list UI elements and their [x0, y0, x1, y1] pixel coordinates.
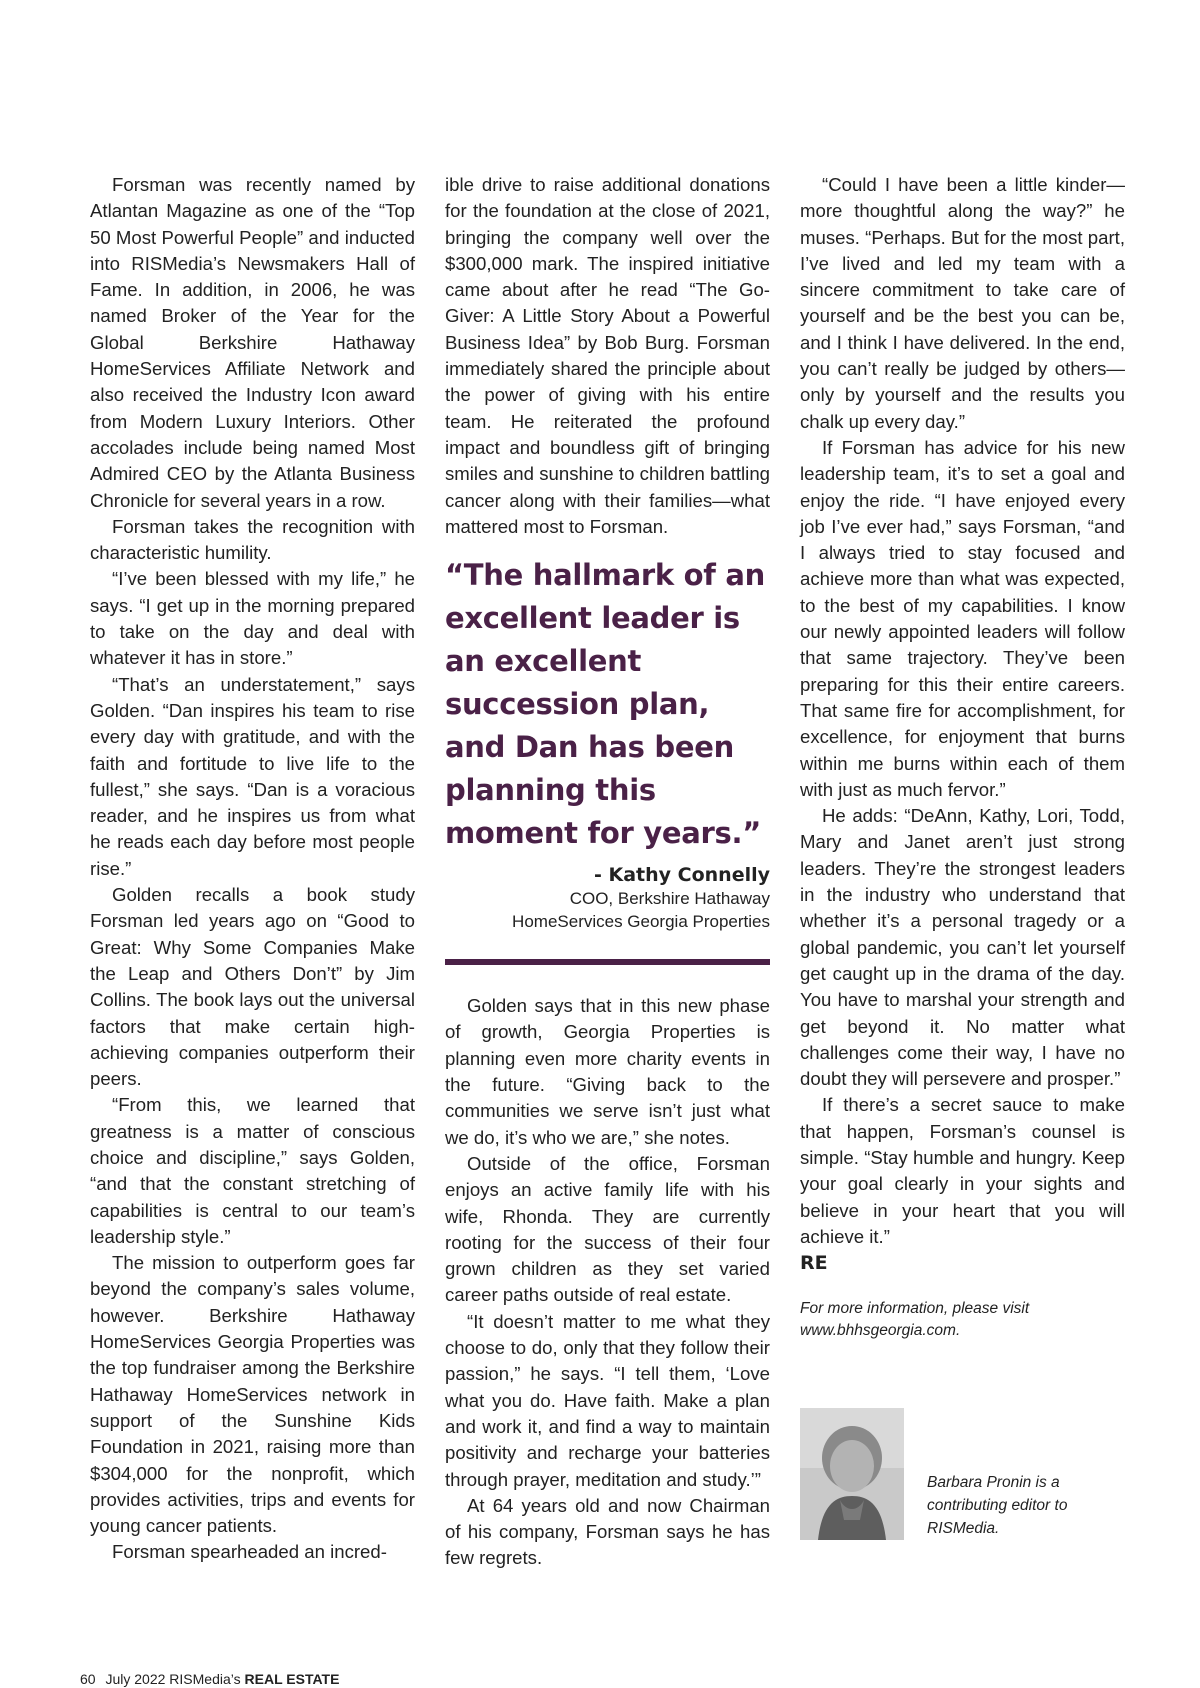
paragraph: “It doesn’t matter to me what they choose to do, only that they follow their passion,” he says. “I tell them, ‘Love what you do. Have faith. Make a plan and work it, and find a way to maintain positivity and recharge your batteries through prayer, meditation and study.’”	[445, 1310, 770, 1490]
paragraph: Golden says that in this new phase of growth, Georgia Properties is planning even more charity events in the future. “Giving back to the communities we serve isn’t just what we do, it’s who we are,” she notes.	[445, 995, 770, 1148]
page-footer	[80, 1670, 339, 1688]
author-bio: Barbara Pronin is a contributing editor to RISMedia.	[927, 1474, 1068, 1538]
page-number: 60	[80, 1671, 96, 1687]
paragraph: “I’ve been blessed with my life,” he says. “I get up in the morning prepared to take on the day and deal with whatever it has in store.”	[90, 568, 415, 669]
more-info-note: For more information, please visit www.bhhsgeorgia.com.	[800, 1300, 1030, 1340]
article-column-3	[800, 172, 1125, 1540]
paragraph: If Forsman has advice for his new leadership team, it’s to set a goal and enjoy the ride. “I have enjoyed every job I’ve ever had,” says Forsman, “and I always tried to stay focused and achieve more than what was expected, to the best of my capabilities. I know our newly appointed leaders will follow that same trajectory. They’ve been preparing for this their entire careers. That same fire for accomplishment, for excellence, for enjoyment that burns within me burns within each of them with just as much fervor.”	[800, 436, 1125, 800]
pull-quote-author-title: COO, Berkshire Hathaway	[569, 889, 770, 909]
publication-prefix: RISMedia’s	[169, 1671, 241, 1687]
pull-quote: “The hallmark of an excellent leader is an excellent succession plan, and Dan has been planning this moment for years.”	[445, 558, 765, 851]
author-portrait-image	[800, 1408, 904, 1540]
paragraph: “From this, we learned that greatness is a matter of conscious choice and discipline,” says Golden, “and that the constant stretching of capabilities is central to our team’s leadership style.”	[90, 1094, 415, 1247]
pull-quote-author-company: HomeServices Georgia Properties	[512, 912, 770, 932]
paragraph: The mission to outperform goes far beyond the company’s sales volume, however. Berkshire Hathaway HomeServices Georgia Properties was the top fundraiser among the Berkshire Hathaway HomeServices network in support of the Sunshine Kids Foundation in 2021, raising more than $304,000 for the nonprofit, which provides activities, trips and events for young cancer patients.	[90, 1252, 415, 1537]
paragraph-continued: ible drive to raise additional donations for the foundation at the close of 2021, bringing the company well over the $300,000 mark. The inspired initiative came about after he read “The Go-Giver: A Little Story About a Powerful Business Idea” by Bob Burg. Forsman immediately shared the principle about the power of giving with his entire team. He reiterated the profound impact and boundless gift of bringing smiles and sunshine to children battling cancer along with their families—what mattered most to Forsman.	[445, 174, 770, 537]
article-column-2	[445, 172, 770, 1572]
author-box	[800, 1408, 1125, 1540]
author-photo	[800, 1408, 904, 1540]
article-signoff: RE	[800, 1252, 828, 1275]
pull-quote-attribution	[445, 863, 770, 933]
paragraph: “Could I have been a little kinder—more thoughtful along the way?” he muses. “Perhaps. But for the most part, I’ve lived and led my team with a sincere commitment to take care of yourself and be the best you can be, and I think I have delivered. In the end, you can’t really be judged by others—only by yourself and the results you chalk up every day.”	[800, 174, 1125, 432]
paragraph: Golden recalls a book study Forsman led years ago on “Good to Great: Why Some Companies Make the Leap and Others Don’t” by Jim Collins. The book lays out the universal factors that make certain high-achieving companies outperform their peers.	[90, 884, 415, 1090]
issue-date: July 2022	[105, 1671, 166, 1687]
publication-name: REAL ESTATE	[244, 1671, 340, 1687]
pull-quote-divider	[445, 959, 770, 965]
paragraph: Outside of the office, Forsman enjoys an active family life with his wife, Rhonda. They are currently rooting for the success of their four grown children as they set varied career paths outside of real estate.	[445, 1152, 770, 1306]
pull-quote-author: - Kathy Connelly	[593, 864, 770, 887]
paragraph: He adds: “DeAnn, Kathy, Lori, Todd, Mary and Janet aren’t just strong leaders. They’re the strongest leaders in the industry who understand that whether it’s a personal tragedy or a global pandemic, you can’t let yourself get caught up in the drama of the day. You have to marshal your strength and get beyond it. No matter what challenges come their way, I have no doubt they will persevere and prosper.”	[800, 805, 1125, 1090]
paragraph: Forsman was recently named by Atlantan Magazine as one of the “Top 50 Most Powerful People” and inducted into RISMedia’s Newsmakers Hall of Fame. In addition, in 2006, he was named Broker of the Year for the Global Berkshire Hathaway HomeServices Affiliate Network and also received the Industry Icon award from Modern Luxury Interiors. Other accolades include being named Most Admired CEO by the Atlanta Business Chronicle for several years in a row.	[90, 174, 415, 511]
paragraph: If there’s a secret sauce to make that happen, Forsman’s counsel is simple. “Stay humble and hungry. Keep your goal clearly in your sights and believe in your heart that you will achieve it.”	[800, 1094, 1125, 1247]
paragraph: Forsman spearheaded an incred-	[112, 1541, 387, 1563]
article-column-1	[90, 172, 415, 1566]
paragraph: At 64 years old and now Chairman of his company, Forsman says he has few regrets.	[445, 1494, 770, 1569]
paragraph: “That’s an understatement,” says Golden. “Dan inspires his team to rise every day with gratitude, and with the faith and fortitude to live life to the fullest,” she says. “Dan is a voracious reader, and he inspires us from what he reads each day before most people rise.”	[90, 673, 415, 879]
paragraph: Forsman takes the recognition with characteristic humility.	[90, 515, 415, 564]
